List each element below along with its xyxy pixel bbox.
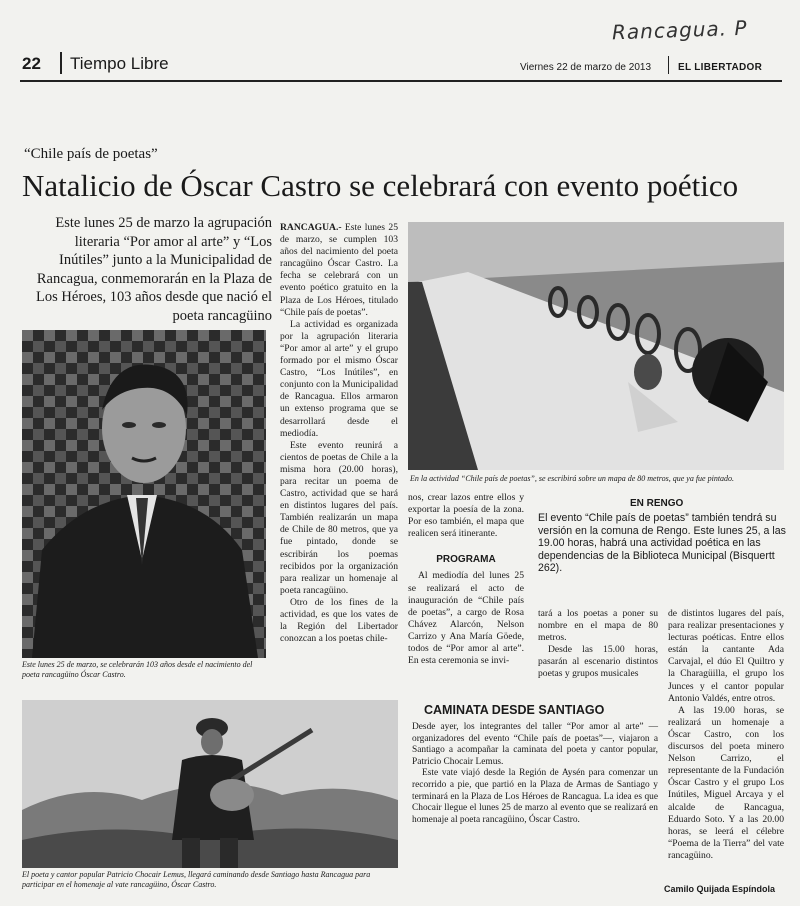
article-column-2	[408, 492, 524, 667]
dateline: RANCAGUA.-	[280, 222, 342, 233]
programa-heading: PROGRAMA	[436, 554, 496, 566]
header-divider	[60, 52, 62, 74]
paragraph: tará a los poetas a poner su nombre en el mapa de 80 metros.	[538, 608, 658, 644]
portrait-caption: Este lunes 25 de marzo, se celebrarán 103 años desde el nacimiento del poeta rancagüino Óscar Castro.	[22, 660, 253, 679]
map-photo	[408, 222, 784, 470]
newspaper-logo: EL LIBERTADOR	[678, 62, 763, 73]
paragraph: A las 19.00 horas, se realizará un homenaje a Óscar Castro, con los discursos del poeta minero Nelson Carrizo, el representante de la Fundación Óscar Castro y el grupo Los Inútiles, Miguel Arcaya y el alcalde de Rancagua, Eduardo Soto. Y a las 20.00 horas, se leerá el célebre “Poema de la Tierra” del vate rancagüino.	[668, 704, 784, 861]
paragraph: Al mediodía del lunes 25 se realizará el acto de inauguración de “Chile país de poetas”, a cargo de Rosa Chávez Alarcón, Nelson Carrizo y Ana María Göede, todos de “Por amor al arte”. En esta ceremonia se invi-	[408, 570, 524, 667]
article-kicker: “Chile país de poetas”	[24, 146, 158, 162]
caminata-text	[412, 722, 658, 826]
paragraph: de distintos lugares del país, para realizar presentaciones y lecturas poéticas. Entre ellos están la cantante Ada Carvajal, el dúo El Quiltro y la Charagüilla, el grupo los Junces y el cantor popular Antonio Valdés, entre otros.	[668, 608, 784, 704]
paragraph: Desde ayer, los integrantes del taller “Por amor al arte” —organizadores del evento “Chile país de poetas”—, viajaron a Santiago a acompañar la caminata del poeta y cantor popular, Patricio Chocair Lemus.	[412, 722, 658, 767]
article-lede: Este lunes 25 de marzo la agrupación literaria “Por amor al arte” y “Los Inútiles” junto a la Municipalidad de Rancagua, conmemorarán en la Plaza de Los Héroes, 103 años desde que nació el poeta rancagüino	[36, 215, 272, 324]
paragraph: Este evento reunirá a cientos de poetas de Chile a la misma hora (20.00 horas), para recitar un poema de Castro, actividad que se hará en distintos lugares del país. También realizarán un mapa de Chile de 80 metros, que ya fue pintado, donde se escribirán los poemas recibidos por la organización para realizar un homenaje al poeta rancagüino.	[280, 439, 398, 596]
article-column-4	[668, 608, 784, 862]
page-number: 22	[22, 54, 41, 73]
paragraph: La actividad es organizada por la agrupación literaria “Por amor al arte” y el grupo formado por el mismo Óscar Castro, “Los Inútiles”, en conjunto con la Municipalidad de Rancagua. Ellos armaron un extenso programa que se desarrollará desde el mediodía.	[280, 318, 398, 439]
portrait-image	[22, 330, 266, 658]
article-column-3	[538, 608, 658, 681]
map-image	[408, 222, 784, 470]
map-caption: En la actividad “Chile país de poetas”, se escribirá sobre un mapa de 80 metros, que ya fue pintado.	[410, 474, 735, 483]
article-headline: Natalicio de Óscar Castro se celebrará con evento poético	[22, 168, 739, 203]
paragraph: Este vate viajó desde la Región de Aysén para comenzar un recorrido a pie, que partió en la Plaza de Armas de Santiago y terminará en la Plaza de Los Héroes de Rancagua. La idea es que Chocair llegue el lunes 25 de marzo al evento que se realizará en homenaje al poeta rancagüino, Óscar Castro.	[412, 768, 658, 825]
walker-image	[22, 700, 398, 868]
rengo-text: El evento “Chile país de poetas” también tendrá su versión en la comuna de Rengo. Este lunes 25, a las 19.00 horas, habrá una actividad poética en las dependencias de la Biblioteca Municipal (Bisquertt 262).	[538, 512, 786, 575]
article-column-1	[280, 222, 398, 645]
issue-date: Viernes 22 de marzo de 2013	[520, 62, 652, 73]
paragraph: Desde las 15.00 horas, pasarán al escenario distintos poetas y grupos musicales	[538, 644, 658, 680]
paragraph: Este lunes 25 de marzo, se cumplen 103 años del nacimiento del poeta rancagüino Óscar Castro. La fecha se celebrará con un evento poético gratuito en la Plaza de Los Héroes, titulado “Chile país de poetas”.	[280, 222, 398, 318]
handwritten-note: Rancagua. P	[611, 15, 748, 45]
paragraph: Otro de los fines de la actividad, es que los vates de la Región del Libertador conozcan a los poetas chile-	[280, 596, 398, 645]
walker-caption: El poeta y cantor popular Patricio Chocair Lemus, llegará caminando desde Santiago hasta Rancagua para participar en el homenaje al vate rancagüino, Óscar Castro.	[22, 870, 371, 889]
caminata-heading: CAMINATA DESDE SANTIAGO	[424, 703, 605, 717]
paragraph: nos, crear lazos entre ellos y exportar la poesía de la zona. Por eso también, el mapa que realicen será itinerante.	[408, 492, 524, 540]
header-divider	[668, 56, 669, 74]
rengo-box	[538, 498, 786, 575]
header-rule	[20, 80, 782, 82]
portrait-photo	[22, 330, 266, 658]
section-name: Tiempo Libre	[70, 54, 169, 73]
walker-photo	[22, 700, 398, 868]
byline: Camilo Quijada Espíndola	[664, 884, 776, 894]
rengo-heading: EN RENGO	[630, 498, 684, 509]
